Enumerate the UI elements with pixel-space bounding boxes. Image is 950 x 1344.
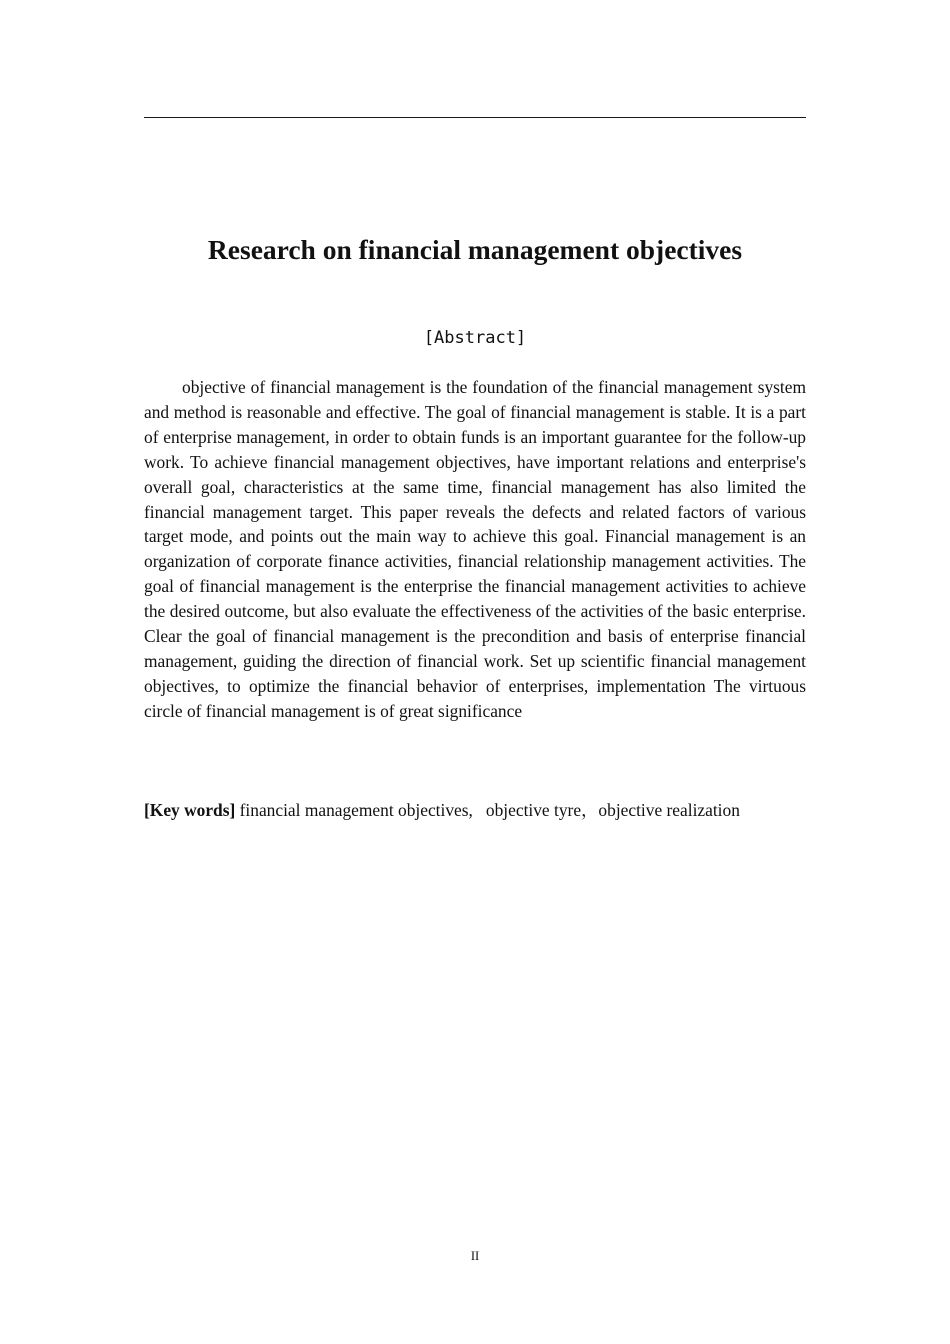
document-title: Research on financial management objectives: [207, 234, 743, 265]
keywords-text: financial management objectives, objective tyre，objective realization: [235, 800, 740, 820]
header-rule: [144, 117, 806, 118]
keywords-label: [Key words]: [144, 800, 236, 820]
keywords-line: [144, 798, 806, 822]
abstract-heading: [Abstract]: [423, 328, 527, 348]
page-number: II: [470, 1249, 480, 1263]
abstract-body: objective of financial management is the foundation of the financial management system and method is reasonable and effective. The goal of financial management is stable. It is a part of enterprise management, in order to obtain funds is an important guarantee for the follow-up work. To achieve financial management objectives, have important relations and enterprise's overall goal, characteristics at the same time, financial management has also limited the financial management target. This paper reveals the defects and related factors of various target mode, and points out the main way to achieve this goal. Financial management is an organization of corporate finance activities, financial relationship management activities. The goal of financial management is the enterprise the financial management activities to achieve the desired outcome, but also evaluate the effectiveness of the activities of the basic enterprise. Clear the goal of financial management is the precondition and basis of enterprise financial management, guiding the direction of financial work. Set up scientific financial management objectives, to optimize the financial behavior of enterprises, implementation The virtuous circle of financial management is of great significance: [144, 377, 806, 721]
